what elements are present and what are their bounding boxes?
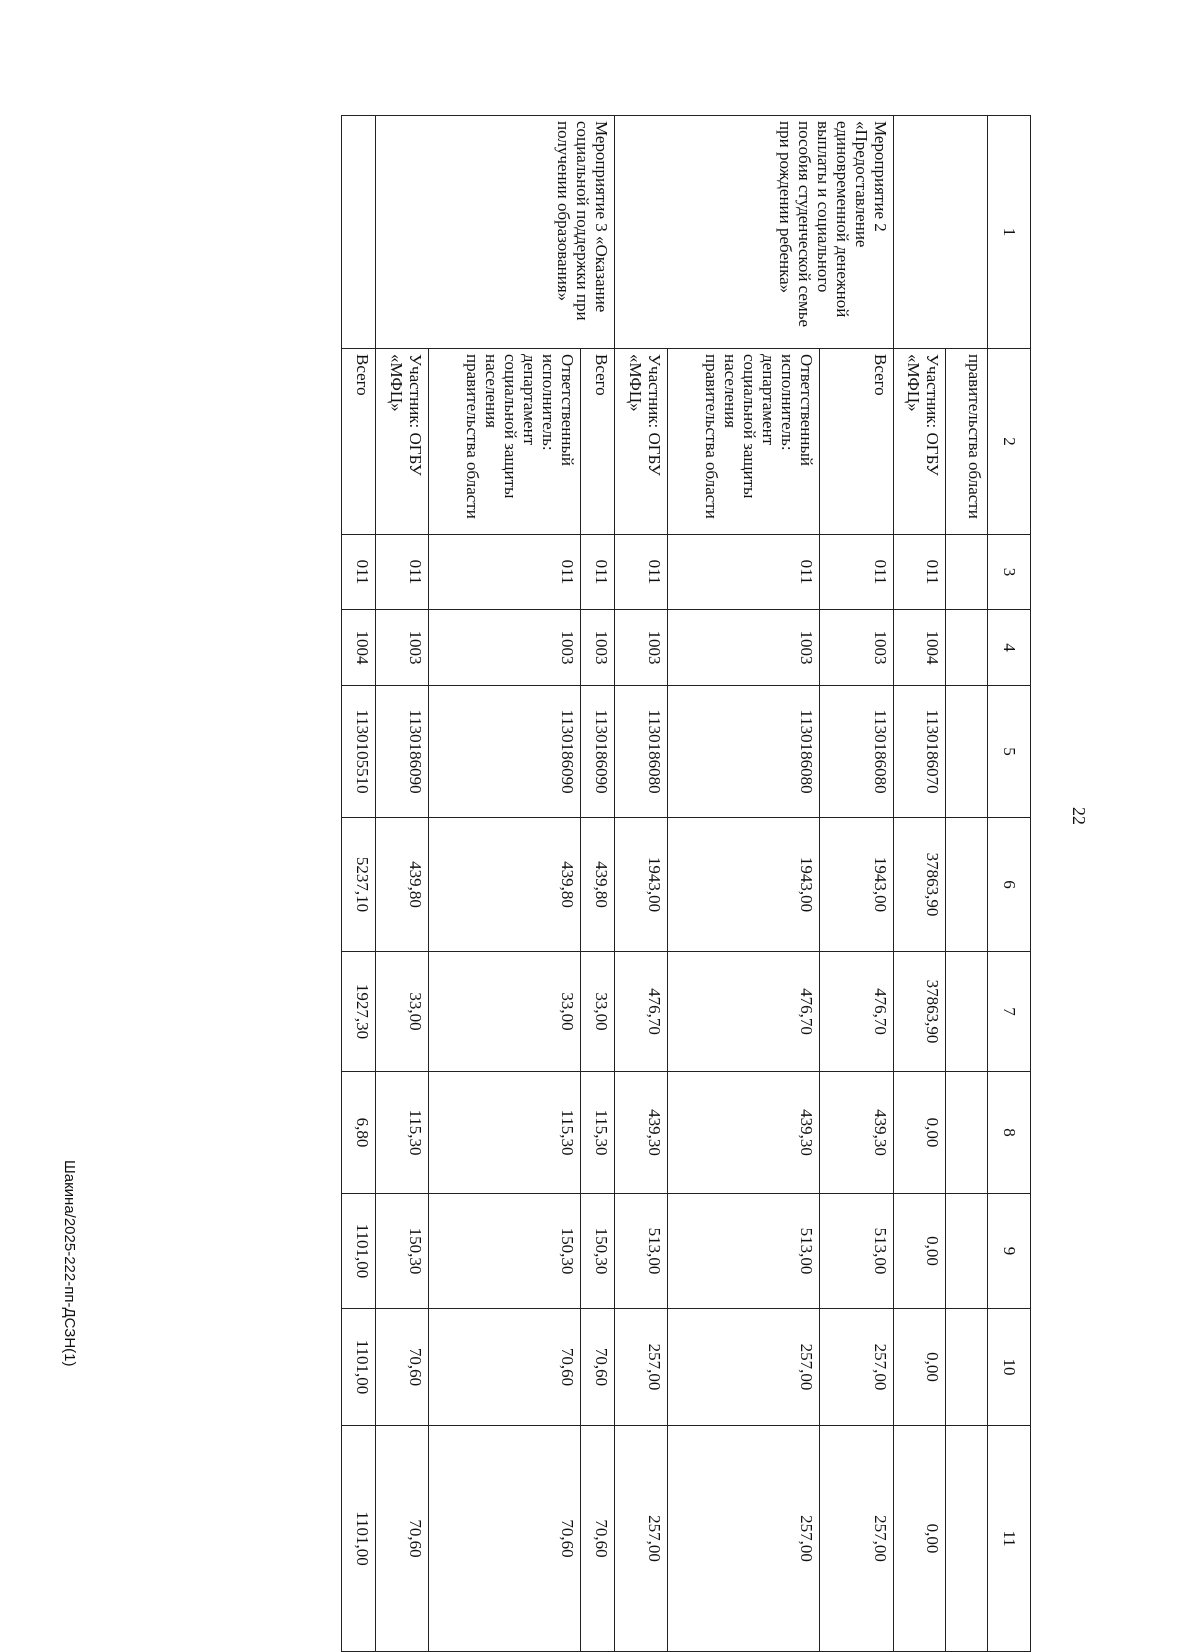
amount-year: 257,00 bbox=[668, 1426, 820, 1652]
section-code: 1003 bbox=[820, 610, 894, 686]
amount-year: 33,00 bbox=[581, 952, 615, 1072]
amount-year: 1101,00 bbox=[342, 1426, 376, 1652]
amount-year: 115,30 bbox=[581, 1072, 615, 1194]
header-cell: 11 bbox=[988, 1426, 1031, 1652]
executor-cell: Участник: ОГБУ «МФЦ» bbox=[894, 349, 946, 535]
amount-year: 513,00 bbox=[820, 1194, 894, 1309]
target-article-code: 1130186090 bbox=[376, 686, 429, 818]
target-article-code: 1130186090 bbox=[429, 686, 581, 818]
grbs-code: 011 bbox=[894, 535, 946, 610]
amount-year: 70,60 bbox=[429, 1426, 581, 1652]
amount-total: 1943,00 bbox=[820, 818, 894, 952]
header-cell: 8 bbox=[988, 1072, 1031, 1194]
grbs-code: 011 bbox=[668, 535, 820, 610]
amount-year: 257,00 bbox=[820, 1309, 894, 1426]
executor-cell: Участник: ОГБУ «МФЦ» bbox=[615, 349, 668, 535]
section-code: 1003 bbox=[581, 610, 615, 686]
event-name-cell-empty bbox=[342, 116, 376, 349]
amount-year: 33,00 bbox=[376, 952, 429, 1072]
target-article-code: 1130186080 bbox=[820, 686, 894, 818]
amount-year: 70,60 bbox=[376, 1309, 429, 1426]
event-name-cell: Мероприятие 3 «Оказание социальной поддержки при получении образования» bbox=[376, 116, 615, 349]
event-name-cell-empty bbox=[894, 116, 988, 349]
grbs-code: 011 bbox=[376, 535, 429, 610]
executor-cell: Ответственный исполнитель: департамент социальной защиты населения правительства области bbox=[429, 349, 581, 535]
table-row bbox=[946, 116, 988, 1652]
section-code: 1003 bbox=[615, 610, 668, 686]
amount-year: 439,30 bbox=[820, 1072, 894, 1194]
grbs-code: 011 bbox=[342, 535, 376, 610]
executor-cell: Всего bbox=[820, 349, 894, 535]
table-header-row bbox=[988, 116, 1031, 1652]
table-row bbox=[581, 116, 615, 1652]
executor-cell: правительства области bbox=[946, 349, 988, 535]
table-row bbox=[820, 116, 894, 1652]
amount-total: 5237,10 bbox=[342, 818, 376, 952]
target-article-code: 1130186080 bbox=[668, 686, 820, 818]
grbs-code: 011 bbox=[820, 535, 894, 610]
amount-year: 257,00 bbox=[615, 1426, 668, 1652]
section-code: 1003 bbox=[668, 610, 820, 686]
grbs-code: 011 bbox=[615, 535, 668, 610]
amount-year: 476,70 bbox=[820, 952, 894, 1072]
amount-total: 439,80 bbox=[429, 818, 581, 952]
amount-year: 439,30 bbox=[668, 1072, 820, 1194]
amount-year: 1101,00 bbox=[342, 1194, 376, 1309]
amount-year: 1101,00 bbox=[342, 1309, 376, 1426]
amount-year: 513,00 bbox=[615, 1194, 668, 1309]
amount-year: 70,60 bbox=[581, 1309, 615, 1426]
amount-year: 513,00 bbox=[668, 1194, 820, 1309]
section-code: 1003 bbox=[376, 610, 429, 686]
amount-year: 0,00 bbox=[894, 1194, 946, 1309]
amount-year: 70,60 bbox=[376, 1426, 429, 1652]
header-cell: 6 bbox=[988, 818, 1031, 952]
executor-cell: Всего bbox=[581, 349, 615, 535]
amount-year: 70,60 bbox=[429, 1309, 581, 1426]
amount-year: 70,60 bbox=[581, 1426, 615, 1652]
header-cell: 9 bbox=[988, 1194, 1031, 1309]
amount-total: 1943,00 bbox=[615, 818, 668, 952]
amount-year: 257,00 bbox=[668, 1309, 820, 1426]
amount-year: 476,70 bbox=[615, 952, 668, 1072]
amount-year: 150,30 bbox=[429, 1194, 581, 1309]
amount-year: 1927,30 bbox=[342, 952, 376, 1072]
header-cell: 2 bbox=[988, 349, 1031, 535]
target-article-code: 1130186070 bbox=[894, 686, 946, 818]
amount-year: 33,00 bbox=[429, 952, 581, 1072]
amount-total: 37863,90 bbox=[894, 818, 946, 952]
amount-year: 0,00 bbox=[894, 1072, 946, 1194]
header-cell: 10 bbox=[988, 1309, 1031, 1426]
section-code: 1004 bbox=[894, 610, 946, 686]
amount-year: 476,70 bbox=[668, 952, 820, 1072]
amount-year: 37863,90 bbox=[894, 952, 946, 1072]
event-name-cell: Мероприятие 2 «Предоставление единовременной денежной выплаты и социального пособия студенческой семье при рождении ребенка» bbox=[615, 116, 894, 349]
header-cell: 4 bbox=[988, 610, 1031, 686]
executor-cell: Ответственный исполнитель: департамент социальной защиты населения правительства области bbox=[668, 349, 820, 535]
header-cell: 5 bbox=[988, 686, 1031, 818]
amount-year: 257,00 bbox=[820, 1426, 894, 1652]
executor-cell: Участник: ОГБУ «МФЦ» bbox=[376, 349, 429, 535]
amount-year: 0,00 bbox=[894, 1426, 946, 1652]
target-article-code: 1130186090 bbox=[581, 686, 615, 818]
amount-year: 439,30 bbox=[615, 1072, 668, 1194]
amount-year: 150,30 bbox=[376, 1194, 429, 1309]
budget-table bbox=[341, 115, 1031, 1652]
section-code: 1003 bbox=[429, 610, 581, 686]
target-article-code: 1130105510 bbox=[342, 686, 376, 818]
amount-year: 0,00 bbox=[894, 1309, 946, 1426]
header-cell: 7 bbox=[988, 952, 1031, 1072]
amount-year: 150,30 bbox=[581, 1194, 615, 1309]
target-article-code: 1130186080 bbox=[615, 686, 668, 818]
header-cell: 3 bbox=[988, 535, 1031, 610]
amount-year: 115,30 bbox=[376, 1072, 429, 1194]
amount-total: 1943,00 bbox=[668, 818, 820, 952]
page-number: 22 bbox=[1069, 807, 1089, 825]
executor-cell: Всего bbox=[342, 349, 376, 535]
amount-year: 115,30 bbox=[429, 1072, 581, 1194]
header-cell: 1 bbox=[988, 116, 1031, 349]
document-id-footer: Шакина/2025-222-пп-ДСЗН(1) bbox=[61, 1160, 78, 1367]
amount-year: 6,80 bbox=[342, 1072, 376, 1194]
amount-total: 439,80 bbox=[376, 818, 429, 952]
grbs-code: 011 bbox=[429, 535, 581, 610]
amount-year: 257,00 bbox=[615, 1309, 668, 1426]
section-code: 1004 bbox=[342, 610, 376, 686]
table-row bbox=[342, 116, 376, 1652]
grbs-code: 011 bbox=[581, 535, 615, 610]
amount-total: 439,80 bbox=[581, 818, 615, 952]
